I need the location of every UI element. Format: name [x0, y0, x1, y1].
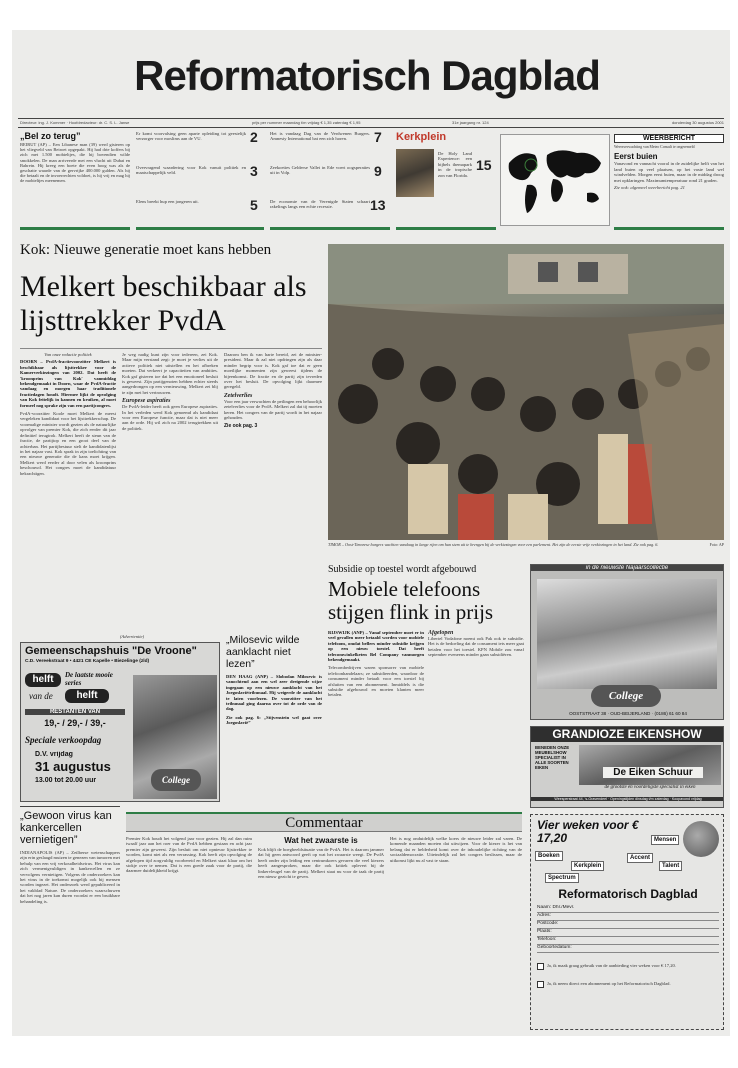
teaser-text: Er komt voorvalsing geen aparte opleiding tot geestelijk verzorger voor moslims aan de VU. — [136, 131, 246, 142]
globe-icon — [683, 821, 719, 857]
commentaar-col-3: Het is nog onduidelijk welke koers de nieuwe leider zal varen. De komende maanden moeten dat uitwijzen. Voor de kiezer is het van belang dat er helderheid komt over de inhoudelijke richting van de sociaaldemocratie. Uiteindelijk zal het congres beslissen, maar de uitkomst lijkt nu al vast te staan. — [390, 836, 522, 863]
commentaar-label: Commentaar — [285, 815, 363, 831]
ad-eiken-footer: Weesperstraat 44, 's-Gravendeel · Openingstijden dinsdag t/m zaterdag · Koopavond vrijdag — [531, 797, 724, 801]
option-2-checkbox[interactable] — [537, 981, 544, 988]
teaser-text: Overvragend waardering voor Kok vanuit politiek en maatschappelijk veld. — [136, 165, 246, 176]
green-rule — [396, 227, 496, 230]
field-birthdate[interactable]: Geboortedatum: — [537, 945, 719, 953]
virus-title: „Gewoon virus kan kankercellen vernietigen” — [20, 810, 112, 846]
ad-date: 31 augustus — [35, 759, 111, 774]
field-postcode[interactable]: Postcode: — [537, 921, 719, 929]
commentaar-heading: Wat het zwaarste is — [284, 836, 358, 845]
weather-label: WEERBERICHT — [614, 134, 724, 143]
green-rule — [614, 227, 724, 230]
subsidie-body: Telecombedrijven waren sponsorer van mobiele telefoonhandelaars; ze subsidieerden, waardoor de consument minder betaalt voor een toestel bij afsluiten van een abonnement. Inmiddels is die subsidie afgebouwd en moeten klanten meer betalen. — [328, 665, 424, 698]
photo-credit: Foto: AP — [709, 542, 724, 547]
ad-time: 13.00 tot 20.00 uur — [35, 777, 97, 784]
coupon-word: Spectrum — [545, 873, 579, 883]
green-rule — [136, 227, 264, 230]
option-1-text: Ja, ik maak graag gebruik van de aanbieding vier weken voor € 17,20. — [547, 963, 676, 968]
divider — [18, 118, 724, 119]
field-phone[interactable]: Telefoon: — [537, 937, 719, 945]
subsidie-subhead: Afgelopen — [428, 630, 454, 636]
lead-subhead-2: Zetelverlies — [224, 392, 253, 399]
kerkplein-text: De Holy Land Experience: een bijbels themapark in de tropische zon van Florida. — [438, 151, 472, 178]
teaser-item[interactable] — [136, 199, 246, 219]
commentaar-col-2 — [258, 836, 384, 1032]
teaser-text: Zeekoeties Gelderse Vallei in Ede voert oogsperaties uit in Volp. — [270, 165, 370, 176]
teaser-bel-title: „Bel zo terug” — [20, 131, 81, 141]
coupon-title: Vier weken voor € 17,20 — [537, 819, 639, 845]
divider — [18, 127, 724, 128]
article-virus[interactable] — [20, 810, 120, 1032]
weather-more: Zie ook: algemeel weerbericht pag. 21 — [614, 185, 685, 191]
weather-source: Weersverwachting van Meteo Consult te ongeremeld — [614, 145, 695, 149]
teaser-item[interactable] — [270, 165, 370, 193]
coupon-word: Kerkplein — [571, 861, 604, 871]
coupon-word: Boeken — [535, 851, 563, 861]
ad-speciale: Speciale verkoopdag — [25, 735, 102, 745]
lead-body: PvdA-voorzitter Koole moet Melkert de meest vergeleken kandidaat voor het lijsttrekkerschap. De voormalige minister wordt gezien als de natuurlijke opvolger van premier Kok, die zich eerder dit jaar definitief terugtrok. Melkert heeft de steun van de fractie, de partijtop en een groot deel van de achterban. Het partijbestuur stelt de kandidatenlijst in het najaar vast. Kok sprak in zijn toelichting van een nieuwe generatie die de kans moet krijgen. Melkert werd eerder al door velen als kroonprins beschouwd. Het congres moet de kandidatuur bekrachtigen. — [20, 411, 116, 476]
milosevic-text: DEN HAAG (ANP) – Slobodan Milosevic is vanochtend aan een wel zeer dreigende wijze ingegaan op een nieuwe aanklacht van het Joegoslaviëtribunaal. Hij weigerde de aanklacht te laten voorlezen. De voorzitter van het tribunaal ging daarna over tot de orde van de dag. — [226, 674, 322, 712]
info-date: donderdag 30 augustus 2001 — [671, 120, 724, 125]
green-rule — [270, 227, 390, 230]
teaser-bel-text: BEIRUT (AP) – Een Libanese man (39) werd gisteren op het vliegveld van Beiroet opgepakt. Hij had drie koffers bij zich met 1.500 mobieltjes, die hij bovendien wilde smokkelen. De man arriveerde met een vlucht uit Dubai en Bahrein. Hij kreeg een boete die even hoog was als de geschatte waarde van de gervrijke 400.000 gulden. Als hij die betaalt en de invoerrechten voldoet, is hij vrij en mag hij de mobieltjes meenemen. — [20, 142, 130, 184]
ad-van-de: van de — [29, 691, 53, 701]
newspaper-page — [12, 30, 730, 1036]
commentaar-text-2: Kok blijft de boegbeeldsituatie van de PvdA. Het is daarom jammer dat hij geen antwoord geeft op wat het zwaarste weegt. De PvdA heeft onder zijn leiding een centrumkoers gevaren die veel kiezers heeft aangesproken, maar die ook kritiek oplevert bij de linkervleugel van de partij. Melkert staat nu voor de taak de partij een nieuw gezicht te geven. — [258, 847, 384, 880]
field-city[interactable]: Plaats: — [537, 929, 719, 937]
ad-prices: 19,- / 29,- / 39,- — [44, 718, 106, 728]
lead-intro: DOORN – PvdA-fractievoorzitter Melkert is beschikbaar als lijsttrekker voor de Kamerverkiezingen van 2002. Dat heeft de 'kroonprins van Kok' vanmiddag bekendgemaakt in Doorn, waar de PvdA-fractie vandaag en morgen haar traditionele fractiedagen houdt. Hiermee lijkt de opvolging van Kok feitelijk in kannen en kruiken, al moet formeel nog sprake zijn van een partijcongres. — [20, 359, 116, 408]
lead-more-link[interactable]: Zie ook pag. 3 — [224, 423, 258, 430]
option-1-checkbox[interactable] — [537, 963, 544, 970]
lead-column-3 — [224, 352, 322, 628]
field-name[interactable]: Naam: Dhr./Mevr. — [537, 905, 719, 913]
commentaar-col-1: Premier Kok houdt het volgend jaar voor gezien. Hij zal dan ruim twaalf jaar aan het roer van de PvdA hebben gestaan en acht jaar premier zijn geweest. Zijn besluit om niet opnieuw lijsttrekker te worden, komt niet als een verrassing. Kok heeft zijn opvolging de afgelopen tijd zorgvuldig voorbereid en Melkert staat klaar om het stokje over te nemen. Dat is een goede zaak voor de partij, die daarmee duidelijkheid krijgt. — [126, 836, 252, 874]
subsidie-kicker: Subsidie op toestel wordt afgebouwd — [328, 564, 477, 575]
article-milosevic[interactable] — [226, 634, 322, 802]
lead-body-5: Voor een jaar verwachten de peilingen een behoorlijk zetelverlies voor de PvdA. Melkert zal dat tij moeten keren. Het congres van de partij wordt in het najaar gehouden. — [224, 398, 322, 421]
ad-eiken-items: BENEDEN ONZE MEUBELSHOW SPECIALIST IN ALLE SOORTEN EIKEN — [535, 745, 570, 770]
ad-label: (Advertentie) — [119, 634, 145, 639]
coupon-word: Accent — [627, 853, 653, 863]
weather-title: Eerst buien — [614, 152, 658, 162]
ad-restanten: RESTANTEN VAN — [25, 709, 125, 715]
kerkplein-photo — [396, 149, 434, 197]
weather-box[interactable] — [614, 134, 724, 226]
teaser-page-number: 15 — [476, 157, 492, 173]
lead-byline: Van onze redactie politiek — [44, 352, 92, 357]
ad-college-address: OOSTSTRAAT 38 · OUD-BEIJERLAND · (0186) 61 60 84 — [569, 711, 687, 716]
ad-helft-badge: helft — [25, 673, 61, 687]
masthead-title: Reformatorisch Dagblad — [134, 52, 600, 99]
lead-headline: Melkert beschikbaar als lijsttrekker PvdA — [20, 270, 307, 337]
field-address[interactable]: Adres: — [537, 913, 719, 921]
teaser-kerkplein[interactable] — [396, 131, 496, 227]
teaser-column-2 — [136, 131, 264, 227]
teaser-bel[interactable] — [20, 131, 130, 231]
subsidie-body-2: Libertel Vodafone noemt ook Pak ook te subsidie. Het is de bedoeling dat de consument iets meer gaat betalen voor het toestel. KPN Mobile zou vanaf september eveneens minder gaan subsidiëren. — [428, 636, 524, 658]
milosevic-more: Zie ook pag. 6: „Stijvenstein wel gaat over Joegoslavië” — [226, 714, 322, 726]
subsidie-headline: Mobiele telefoons stijgen flink in prijs — [328, 578, 494, 624]
lead-body-3: De PvdA-leider heeft ook geen Europese aspiraties. In het verleden werd Kok genoemd als kandidaat voor een Europese functie, maar dat is niet meer aan de orde. Hij wil zich na 2002 terugtrekken uit de politiek. — [122, 404, 218, 431]
ad-de-vroone[interactable] — [20, 642, 220, 802]
ad-college-logo: College — [151, 769, 201, 791]
ad-college-photo — [537, 579, 717, 689]
virus-text: INDIANAPOLIS (AP) – Zeilberse wetenschappers zijn erin geslaagd muizen te genezen van tumoren met behulp van een vrij verkoudheidsvirus. Het virus kan zich vermenigvuldigen in kankercellen en ze vervolgens vernietigen. Volgens de onderzoekers kan het virus in de toekomst mogelijk ook bij mensen worden ingezet. Het onderzoek werd gepubliceerd in het vakblad Nature. De onderzoekers waarschuwen dat het nog jaren kan duren voordat er een bruikbare behandeling is. — [20, 850, 120, 904]
kerkplein-logo: Kerkplein — [396, 131, 447, 143]
ad-college[interactable] — [530, 564, 724, 720]
coupon-word: Talent — [659, 861, 682, 871]
teaser-item[interactable] — [136, 165, 246, 193]
teaser-page-number: 2 — [250, 131, 258, 145]
teaser-page-number: 13 — [370, 197, 386, 213]
teaser-page-number: 7 — [374, 131, 382, 145]
option-2-text: Ja, ik neem direct een abonnement op het Reformatorisch Dagblad. — [547, 981, 671, 986]
ad-vroone-address: C.D. Vereekstraat 9 • 4421 CE Kapelle • Biezelinge (zld) — [25, 659, 150, 664]
coupon-paper: Reformatorisch Dagblad — [558, 887, 698, 901]
lead-kicker: Kok: Nieuwe generatie moet kans hebben — [20, 242, 272, 258]
green-rule — [20, 227, 130, 230]
teaser-text: De economie van de Verenigde Staten schaart rakelings langs een echte recessie. — [270, 199, 370, 210]
divider — [20, 348, 322, 349]
lead-subhead-1: Europese aspiraties — [122, 398, 171, 405]
info-volume: 31e jaargang nr. 124 — [452, 120, 489, 125]
info-price: prijs per nummer maandag t/m vrijdag € 1,35 zaterdag € 1,95 — [252, 120, 361, 125]
ad-vroone-title: Gemeenschapshuis "De Vroone" — [25, 645, 197, 657]
timor-photo — [328, 244, 724, 540]
ad-eiken-title: GRANDIOZE EIKENSHOW — [531, 727, 723, 742]
weather-text: Vanavond en vannacht vooral in de zuidelijke helft van het land buien op veel plaatsen, op het vaste land wel windvelden. Morgen eerst buien, maar in de middag droog met opklaringen. Maximumtemperatuur rond 21 graden. — [614, 161, 724, 183]
teaser-item[interactable] — [270, 131, 370, 159]
ad-eiken-tagline: de grootste en voordeligste specialist in eiken — [604, 785, 696, 790]
divider — [20, 806, 120, 807]
ad-day: D.V. vrijdag — [35, 751, 73, 758]
subsidie-intro: RIJSWIJK (ANP) – Vanaf september moet er in veel gevallen meer betaald worden voor mobiele telefoons, omdat bellers minder subsidie krijgen op een nieuw toestel. Dat heeft telecomwinkelketen Bel Company vanmorgen bekendgemaakt. — [328, 630, 424, 663]
teaser-column-3 — [270, 131, 390, 227]
ad-helft-badge-2: helft — [65, 689, 109, 703]
photo-caption: TIMOR – Oost-Timorese burgers wachten vandaag in lange rijen om hun stem uit te brengen bij de verkiezingen voor een parlement. Het zijn de eerste vrije verkiezingen in het land. Zie ook pag. 6. — [328, 542, 659, 547]
subsidie-column-1 — [328, 630, 424, 800]
coupon-word: Mensen — [651, 835, 679, 845]
info-editor: Directeur: ing. J. Kommer · Hoofdredacteur: dr. C. S. L. Janse — [20, 120, 130, 125]
ad-eiken-store: De Eiken Schuur — [603, 767, 703, 778]
teaser-text: Het is vandaag Dag van de Verdwenen Burgers. Amnesty International bat een zich horen. — [270, 131, 370, 142]
teaser-page-number: 9 — [374, 163, 382, 179]
lead-column-1 — [20, 352, 116, 628]
teaser-page-number: 3 — [250, 163, 258, 179]
teaser-item[interactable] — [136, 131, 246, 159]
teaser-item[interactable] — [270, 199, 370, 227]
ad-eiken-photo — [579, 745, 721, 785]
ad-eikenshow[interactable] — [530, 726, 724, 808]
commentaar-banner — [126, 812, 522, 832]
teaser-text: Elens breekt hup een jongeren uit. — [136, 199, 199, 204]
coupon-form — [537, 905, 719, 953]
lead-body-2: Je weg nadig kunt zijn voor iedereen, zei Kok. Maar mijn verstand zegt: je moet je verlies uit de actieve politiek niet uitstellen en het afbreken moeten. Dat verkeert je capaciteiten van ambities. Kok gaf gisteren toe dat het een emotioneel besluit is geweest. Zijn partijgenoten hebben echter steeds aangedrongen op een vernieuwing. Melkert zei blij te zijn met het vertrouwen. — [122, 352, 218, 395]
ad-college-slogan: in de nieuwste Najaarscollectie — [531, 565, 723, 571]
subsidie-column-2 — [428, 630, 524, 800]
subscription-coupon[interactable] — [530, 814, 724, 1030]
milosevic-title: „Milosevic wilde aanklacht niet lezen” — [226, 634, 300, 670]
ad-slogan: De laatste mooie series — [65, 671, 113, 687]
world-map — [500, 134, 610, 226]
lead-body-4: Daarom ben ik van harte bereid, zei de minister-president. Maar ik zal niet opdringen zijn als daar minder begrip voor is. Kok gaf toe dat er geen moeilijke momenten zijn geweest tijdens de bijeenkomst. De fractie en de partij zijn tevreden over het besluit. De opvolging lijkt daarmee geregeld. — [224, 352, 322, 390]
ad-college-brand: College — [591, 685, 661, 707]
teaser-page-number: 5 — [250, 197, 258, 213]
lead-column-2 — [122, 352, 218, 628]
